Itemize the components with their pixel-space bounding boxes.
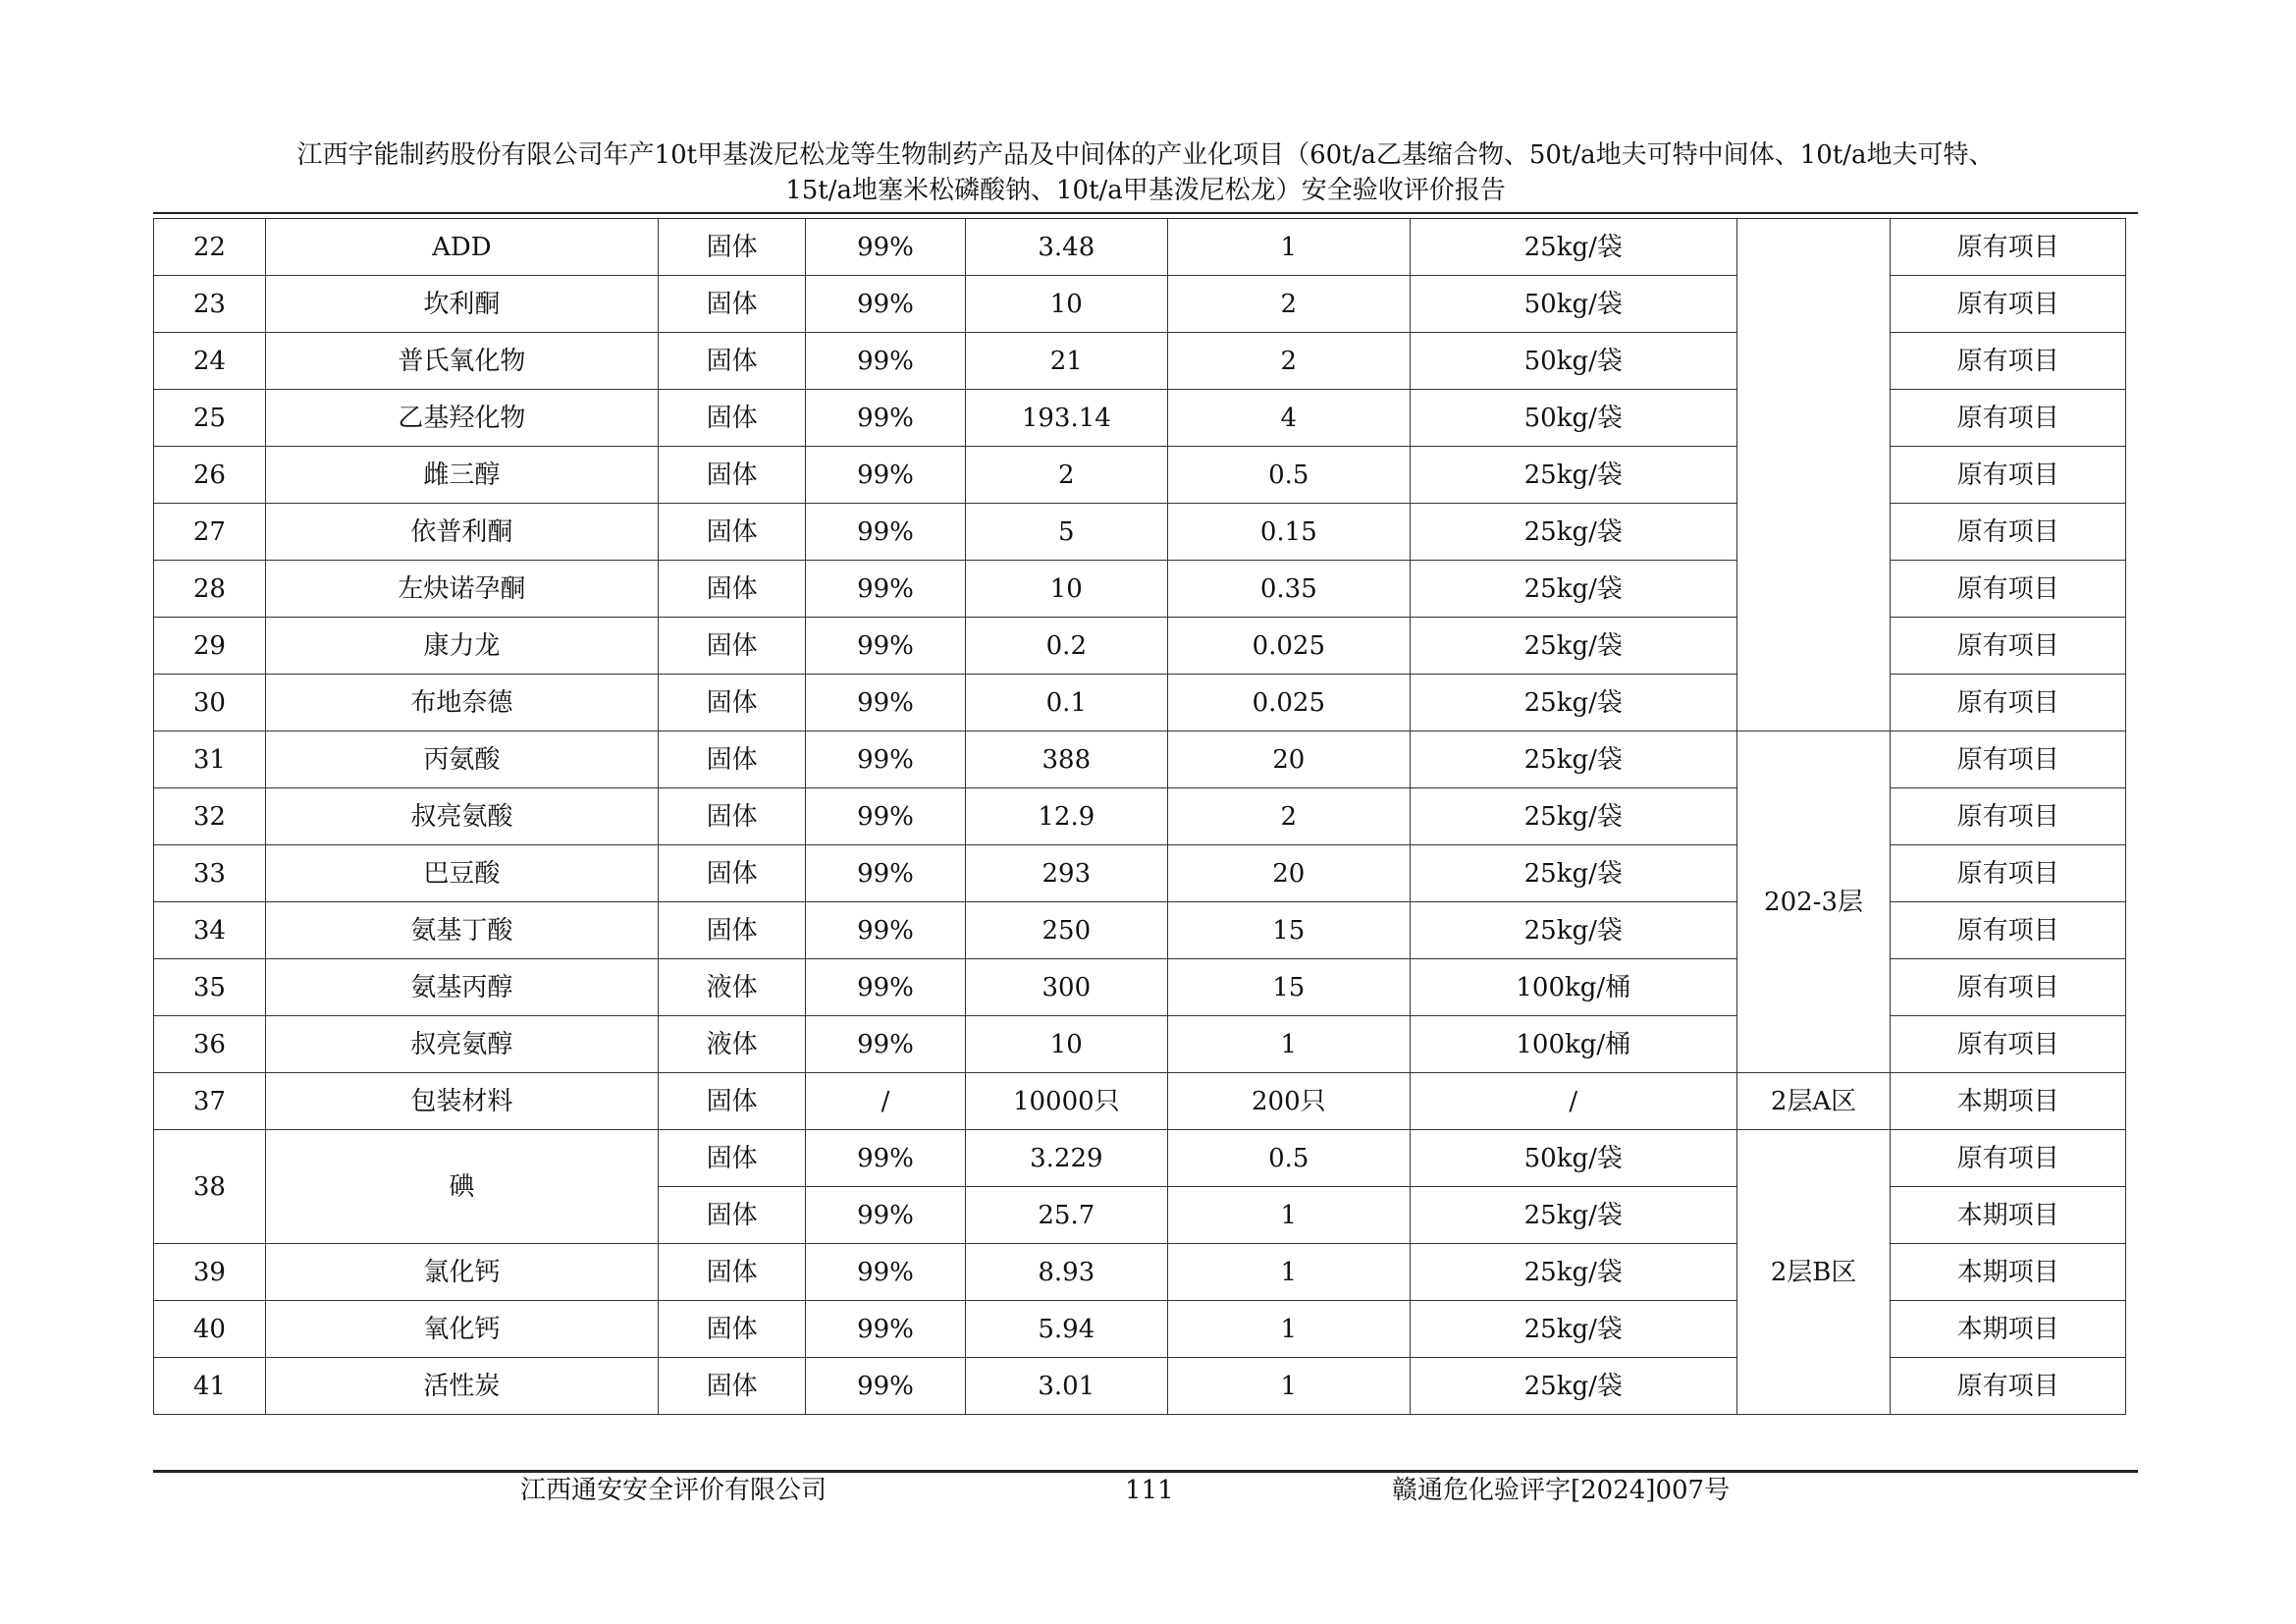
cell-max: 1 xyxy=(1167,1244,1410,1301)
cell-note: 原有项目 xyxy=(1891,788,2126,845)
cell-no: 25 xyxy=(154,390,266,447)
cell-max: 0.025 xyxy=(1167,675,1410,731)
cell-annual: 0.1 xyxy=(965,675,1167,731)
cell-pack: 100kg/桶 xyxy=(1410,1016,1736,1073)
cell-no: 39 xyxy=(154,1244,266,1301)
cell-pack: 100kg/桶 xyxy=(1410,959,1736,1016)
cell-annual: 193.14 xyxy=(965,390,1167,447)
cell-annual: 293 xyxy=(965,845,1167,902)
cell-state: 液体 xyxy=(658,1016,805,1073)
cell-state: 固体 xyxy=(658,504,805,561)
cell-max: 15 xyxy=(1167,959,1410,1016)
cell-name: 坎利酮 xyxy=(265,276,658,333)
cell-pack: 25kg/袋 xyxy=(1410,618,1736,675)
cell-note: 原有项目 xyxy=(1891,1016,2126,1073)
cell-note: 原有项目 xyxy=(1891,618,2126,675)
cell-purity: 99% xyxy=(806,1358,966,1415)
cell-state: 固体 xyxy=(658,333,805,390)
cell-annual: 5.94 xyxy=(965,1301,1167,1358)
cell-no: 40 xyxy=(154,1301,266,1358)
cell-max: 4 xyxy=(1167,390,1410,447)
cell-name: 巴豆酸 xyxy=(265,845,658,902)
cell-pack: 25kg/袋 xyxy=(1410,1244,1736,1301)
cell-note: 原有项目 xyxy=(1891,959,2126,1016)
cell-max: 1 xyxy=(1167,1301,1410,1358)
cell-state: 固体 xyxy=(658,1301,805,1358)
cell-max: 20 xyxy=(1167,845,1410,902)
cell-no: 33 xyxy=(154,845,266,902)
cell-max: 1 xyxy=(1167,1016,1410,1073)
cell-annual: 3.48 xyxy=(965,219,1167,276)
cell-annual: 388 xyxy=(965,731,1167,788)
cell-no: 36 xyxy=(154,1016,266,1073)
cell-max: 200只 xyxy=(1167,1073,1410,1130)
cell-pack: 25kg/袋 xyxy=(1410,447,1736,504)
cell-annual: 5 xyxy=(965,504,1167,561)
cell-purity: 99% xyxy=(806,1016,966,1073)
cell-purity: 99% xyxy=(806,504,966,561)
cell-note: 原有项目 xyxy=(1891,333,2126,390)
cell-annual: 250 xyxy=(965,902,1167,959)
cell-note: 原有项目 xyxy=(1891,390,2126,447)
cell-no: 32 xyxy=(154,788,266,845)
cell-note: 原有项目 xyxy=(1891,504,2126,561)
cell-pack: 50kg/袋 xyxy=(1410,390,1736,447)
cell-annual: 10 xyxy=(965,561,1167,618)
cell-name: 叔亮氨酸 xyxy=(265,788,658,845)
cell-pack: 25kg/袋 xyxy=(1410,902,1736,959)
cell-no: 22 xyxy=(154,219,266,276)
cell-note: 原有项目 xyxy=(1891,276,2126,333)
cell-state: 固体 xyxy=(658,1130,805,1187)
cell-purity: 99% xyxy=(806,1130,966,1187)
cell-name: 活性炭 xyxy=(265,1358,658,1415)
cell-annual: 25.7 xyxy=(965,1187,1167,1244)
cell-name: ADD xyxy=(265,219,658,276)
cell-state: 固体 xyxy=(658,390,805,447)
cell-state: 固体 xyxy=(658,731,805,788)
cell-no: 31 xyxy=(154,731,266,788)
cell-purity: 99% xyxy=(806,333,966,390)
cell-note: 本期项目 xyxy=(1891,1187,2126,1244)
cell-name: 普氏氧化物 xyxy=(265,333,658,390)
cell-max: 0.15 xyxy=(1167,504,1410,561)
table-row xyxy=(154,1130,2126,1187)
cell-state: 固体 xyxy=(658,675,805,731)
cell-no: 28 xyxy=(154,561,266,618)
cell-state: 固体 xyxy=(658,1244,805,1301)
cell-purity: 99% xyxy=(806,618,966,675)
cell-pack: 25kg/袋 xyxy=(1410,675,1736,731)
cell-no: 37 xyxy=(154,1073,266,1130)
cell-purity: 99% xyxy=(806,731,966,788)
page-number: 111 xyxy=(1125,1476,1174,1505)
cell-purity: 99% xyxy=(806,276,966,333)
cell-no: 38 xyxy=(154,1130,266,1244)
cell-annual: 3.229 xyxy=(965,1130,1167,1187)
cell-name: 氨基丁酸 xyxy=(265,902,658,959)
cell-purity: 99% xyxy=(806,390,966,447)
cell-location: 2层A区 xyxy=(1736,1073,1890,1130)
cell-name: 左炔诺孕酮 xyxy=(265,561,658,618)
cell-max: 15 xyxy=(1167,902,1410,959)
cell-name: 布地奈德 xyxy=(265,675,658,731)
cell-purity: / xyxy=(806,1073,966,1130)
cell-pack: 25kg/袋 xyxy=(1410,219,1736,276)
table-row xyxy=(154,731,2126,788)
cell-max: 20 xyxy=(1167,731,1410,788)
cell-purity: 99% xyxy=(806,447,966,504)
cell-name: 包装材料 xyxy=(265,1073,658,1130)
cell-purity: 99% xyxy=(806,1244,966,1301)
cell-state: 固体 xyxy=(658,561,805,618)
cell-max: 2 xyxy=(1167,333,1410,390)
cell-pack: 25kg/袋 xyxy=(1410,845,1736,902)
cell-purity: 99% xyxy=(806,959,966,1016)
cell-pack: 25kg/袋 xyxy=(1410,1301,1736,1358)
cell-max: 0.35 xyxy=(1167,561,1410,618)
cell-max: 0.025 xyxy=(1167,618,1410,675)
cell-pack: 25kg/袋 xyxy=(1410,504,1736,561)
cell-location-blank xyxy=(1736,219,1890,731)
cell-purity: 99% xyxy=(806,561,966,618)
cell-annual: 3.01 xyxy=(965,1358,1167,1415)
cell-note: 原有项目 xyxy=(1891,561,2126,618)
cell-no: 23 xyxy=(154,276,266,333)
cell-state: 固体 xyxy=(658,219,805,276)
cell-pack: 50kg/袋 xyxy=(1410,276,1736,333)
cell-annual: 10 xyxy=(965,1016,1167,1073)
cell-state: 固体 xyxy=(658,902,805,959)
cell-name: 乙基羟化物 xyxy=(265,390,658,447)
cell-note: 本期项目 xyxy=(1891,1073,2126,1130)
cell-name: 叔亮氨醇 xyxy=(265,1016,658,1073)
cell-state: 固体 xyxy=(658,845,805,902)
cell-purity: 99% xyxy=(806,845,966,902)
cell-name: 康力龙 xyxy=(265,618,658,675)
cell-state: 固体 xyxy=(658,447,805,504)
cell-purity: 99% xyxy=(806,902,966,959)
cell-max: 0.5 xyxy=(1167,447,1410,504)
cell-annual: 8.93 xyxy=(965,1244,1167,1301)
cell-purity: 99% xyxy=(806,219,966,276)
cell-annual: 21 xyxy=(965,333,1167,390)
cell-pack: 25kg/袋 xyxy=(1410,788,1736,845)
cell-name: 丙氨酸 xyxy=(265,731,658,788)
cell-annual: 10000只 xyxy=(965,1073,1167,1130)
cell-state: 固体 xyxy=(658,618,805,675)
cell-no: 30 xyxy=(154,675,266,731)
cell-note: 原有项目 xyxy=(1891,731,2126,788)
cell-state: 液体 xyxy=(658,959,805,1016)
cell-annual: 2 xyxy=(965,447,1167,504)
cell-max: 1 xyxy=(1167,1187,1410,1244)
cell-no: 29 xyxy=(154,618,266,675)
cell-purity: 99% xyxy=(806,675,966,731)
cell-pack: 50kg/袋 xyxy=(1410,333,1736,390)
cell-annual: 12.9 xyxy=(965,788,1167,845)
cell-note: 原有项目 xyxy=(1891,675,2126,731)
cell-location: 202-3层 xyxy=(1736,731,1890,1073)
cell-state: 固体 xyxy=(658,1187,805,1244)
table-row xyxy=(154,1073,2126,1130)
cell-no: 34 xyxy=(154,902,266,959)
cell-no: 27 xyxy=(154,504,266,561)
cell-name: 氧化钙 xyxy=(265,1301,658,1358)
cell-annual: 0.2 xyxy=(965,618,1167,675)
cell-pack: 25kg/袋 xyxy=(1410,1358,1736,1415)
cell-state: 固体 xyxy=(658,788,805,845)
cell-name: 雌三醇 xyxy=(265,447,658,504)
cell-no: 26 xyxy=(154,447,266,504)
cell-name: 氯化钙 xyxy=(265,1244,658,1301)
cell-note: 本期项目 xyxy=(1891,1244,2126,1301)
cell-pack: 25kg/袋 xyxy=(1410,561,1736,618)
cell-note: 本期项目 xyxy=(1891,1301,2126,1358)
cell-max: 1 xyxy=(1167,219,1410,276)
cell-no: 35 xyxy=(154,959,266,1016)
cell-pack: 25kg/袋 xyxy=(1410,1187,1736,1244)
cell-max: 1 xyxy=(1167,1358,1410,1415)
cell-state: 固体 xyxy=(658,1073,805,1130)
header-divider xyxy=(153,212,2138,214)
cell-annual: 300 xyxy=(965,959,1167,1016)
cell-pack: / xyxy=(1410,1073,1736,1130)
cell-note: 原有项目 xyxy=(1891,845,2126,902)
document-number: 赣通危化验评字[2024]007号 xyxy=(1392,1476,1731,1505)
cell-max: 2 xyxy=(1167,788,1410,845)
footer-company: 江西通安安全评价有限公司 xyxy=(520,1476,828,1505)
cell-purity: 99% xyxy=(806,1187,966,1244)
cell-max: 2 xyxy=(1167,276,1410,333)
cell-no: 41 xyxy=(154,1358,266,1415)
cell-state: 固体 xyxy=(658,276,805,333)
table-row xyxy=(154,219,2126,276)
cell-annual: 10 xyxy=(965,276,1167,333)
cell-max: 0.5 xyxy=(1167,1130,1410,1187)
cell-no: 24 xyxy=(154,333,266,390)
cell-pack: 50kg/袋 xyxy=(1410,1130,1736,1187)
cell-purity: 99% xyxy=(806,788,966,845)
cell-note: 原有项目 xyxy=(1891,902,2126,959)
report-header xyxy=(153,137,2138,208)
cell-name: 依普利酮 xyxy=(265,504,658,561)
cell-name: 氨基丙醇 xyxy=(265,959,658,1016)
cell-note: 原有项目 xyxy=(1891,219,2126,276)
cell-pack: 25kg/袋 xyxy=(1410,731,1736,788)
cell-location: 2层B区 xyxy=(1736,1130,1890,1415)
header-line-1: 江西宇能制药股份有限公司年产10t甲基泼尼松龙等生物制药产品及中间体的产业化项目（60t/a乙基缩合物、50t/a地夫可特中间体、10t/a地夫可特、 xyxy=(296,140,1995,170)
cell-note: 原有项目 xyxy=(1891,1358,2126,1415)
cell-note: 原有项目 xyxy=(1891,1130,2126,1187)
header-line-2: 15t/a地塞米松磷酸钠、10t/a甲基泼尼松龙）安全验收评价报告 xyxy=(785,176,1506,205)
cell-purity: 99% xyxy=(806,1301,966,1358)
cell-state: 固体 xyxy=(658,1358,805,1415)
cell-name: 碘 xyxy=(265,1130,658,1244)
cell-note: 原有项目 xyxy=(1891,447,2126,504)
materials-table xyxy=(153,218,2126,1415)
